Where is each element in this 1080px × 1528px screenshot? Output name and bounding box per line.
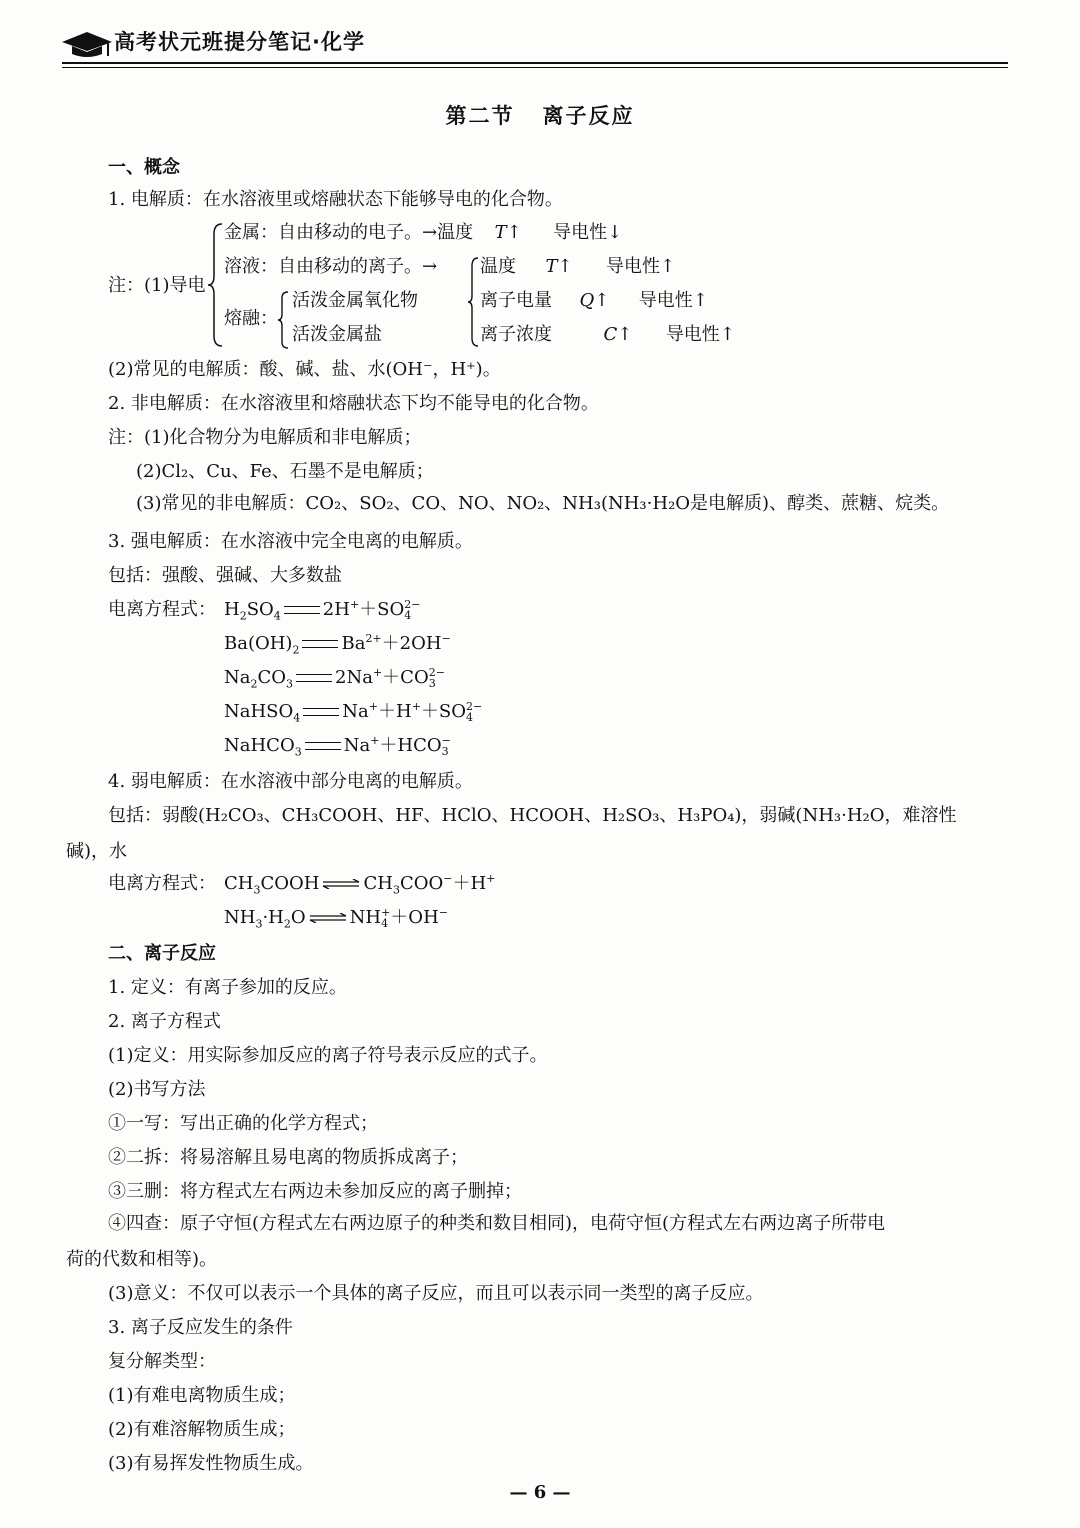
step-4: ④四查：原子守恒(方程式左右两边原子的种类和数目相同)，电荷守恒(方程式左右两边离子所带电 — [108, 1213, 886, 1234]
arrow-up-icon: ↑ — [506, 222, 522, 243]
common-electrolytes: (2)常见的电解质：酸、碱、盐、水(OH⁻，H⁺)。 — [108, 359, 501, 380]
weak-includes-cont: 碱)，水 — [66, 841, 128, 862]
ionic-equation-heading: 2. 离子方程式 — [108, 1011, 221, 1032]
nonelectrolyte-def: 2. 非电解质：在水溶液里和熔融状态下均不能导电的化合物。 — [108, 393, 599, 414]
arrow-up-icon: ↑ — [692, 290, 708, 311]
condition-1: (1)有难电离物质生成； — [108, 1385, 296, 1406]
step-3: ③三删：将方程式左右两边未参加反应的离子删掉； — [108, 1181, 522, 1202]
arrow-up-icon: ↑ — [617, 324, 633, 345]
active-salt: 活泼金属盐 — [292, 324, 382, 345]
weak-electrolyte-def: 4. 弱电解质：在水溶液中部分电离的电解质。 — [108, 771, 473, 792]
equation-baoh2: $Ba(OH)_2$ $Ba^{2+}+2OH^-$ — [224, 632, 451, 657]
strong-includes: 包括：强酸、强碱、大多数盐 — [108, 565, 342, 586]
header-rule-thin — [62, 67, 1008, 68]
melt-label: 熔融： — [224, 308, 278, 329]
strong-electrolyte-def: 3. 强电解质：在水溶液中完全电离的电解质。 — [108, 531, 473, 552]
header-rule — [62, 62, 1008, 64]
step-2: ②二拆：将易溶解且易电离的物质拆成离子； — [108, 1147, 468, 1168]
equation-ch3cooh: $CH_3COOH$ $CH_3COO^-+H^+$ — [224, 872, 496, 897]
ionization-label-weak: 电离方程式： — [108, 873, 216, 894]
reversible-arrow-icon — [309, 913, 347, 923]
note-1: 注：(1)化合物分为电解质和非电解质； — [108, 427, 422, 448]
metathesis-type: 复分解类型： — [108, 1351, 216, 1372]
conditions-heading: 3. 离子反应发生的条件 — [108, 1317, 293, 1338]
step-4-cont: 荷的代数和相等)。 — [66, 1249, 218, 1270]
page-header — [62, 22, 1008, 68]
reversible-arrow-icon — [322, 879, 360, 889]
weak-includes: 包括：弱酸(H₂CO₃、CH₃COOH、HF、HClO、HCOOH、H₂SO₃、H₃PO₄)，弱碱(NH₃·H₂O，难溶性 — [108, 805, 957, 826]
heading-concept: 一、概念 — [108, 157, 180, 178]
big-brace — [206, 222, 224, 348]
equation-nahso4: NaHSO$_4$ Na+＋H+＋SO 2− 4 — [224, 700, 483, 725]
meaning: (3)意义：不仅可以表示一个具体的离子反应，而且可以表示同一类型的离子反应。 — [108, 1283, 764, 1304]
factor-temp: 温度 T↑ 导电性↑ — [480, 256, 676, 277]
ionic-equation-def: (1)定义：用实际参加反应的离子符号表示反应的式子。 — [108, 1045, 548, 1066]
arrow-down-icon: ↓ — [607, 222, 623, 243]
note-3: (3)常见的非电解质：CO₂、SO₂、CO、NO、NO₂、NH₃(NH₃·H₂O是电解质)、醇类、蔗糖、烷类。 — [136, 493, 950, 514]
melt-brace — [276, 290, 290, 350]
condition-3: (3)有易挥发性物质生成。 — [108, 1453, 314, 1474]
equation-nh3h2o: $NH_3\cdot H_2O$ NH + 4 ＋OH− — [224, 906, 448, 931]
header-title: 高考状元班提分笔记·化学 — [114, 30, 365, 54]
arrow-up-icon: ↑ — [594, 290, 610, 311]
metal-line: 金属：自由移动的电子。→温度 T↑ 导电性↓ — [224, 222, 623, 243]
active-oxide: 活泼金属氧化物 — [292, 290, 418, 311]
conduct-note-label: 注：(1)导电 — [108, 275, 206, 296]
graduation-cap-icon — [62, 30, 112, 60]
condition-2: (2)有难溶解物质生成； — [108, 1419, 296, 1440]
equation-h2so4: $H_2SO_4$ 2H+＋SO 2− 4 — [224, 598, 421, 623]
factor-charge: 离子电量 Q↑ 导电性↑ — [480, 290, 708, 311]
electrolyte-def: 1. 电解质：在水溶液里或熔融状态下能够导电的化合物。 — [108, 189, 563, 210]
writing-method: (2)书写方法 — [108, 1079, 206, 1100]
section-title: 第二节 离子反应 — [445, 104, 635, 128]
note-2: (2)Cl₂、Cu、Fe、石墨不是电解质； — [136, 461, 434, 482]
equation-na2co3: $Na_2CO_3$ 2Na+＋CO 2− 3 — [224, 666, 445, 691]
page-number: — 6 — — [509, 1482, 571, 1503]
arrow-up-icon: ↑ — [660, 256, 676, 277]
ionization-label: 电离方程式： — [108, 599, 216, 620]
step-1: ①一写：写出正确的化学方程式； — [108, 1113, 378, 1134]
factor-conc: 离子浓度 C↑ 导电性↑ — [480, 324, 735, 345]
equation-nahco3: NaHCO$_3$ Na+＋HCO − 3 — [224, 734, 451, 759]
factor-brace — [466, 256, 480, 348]
arrow-up-icon: ↑ — [557, 256, 573, 277]
heading-ion-reaction: 二、离子反应 — [108, 943, 216, 964]
def-ion-reaction: 1. 定义：有离子参加的反应。 — [108, 977, 347, 998]
arrow-up-icon: ↑ — [719, 324, 735, 345]
solution-line: 溶液：自由移动的离子。→ — [224, 256, 438, 277]
